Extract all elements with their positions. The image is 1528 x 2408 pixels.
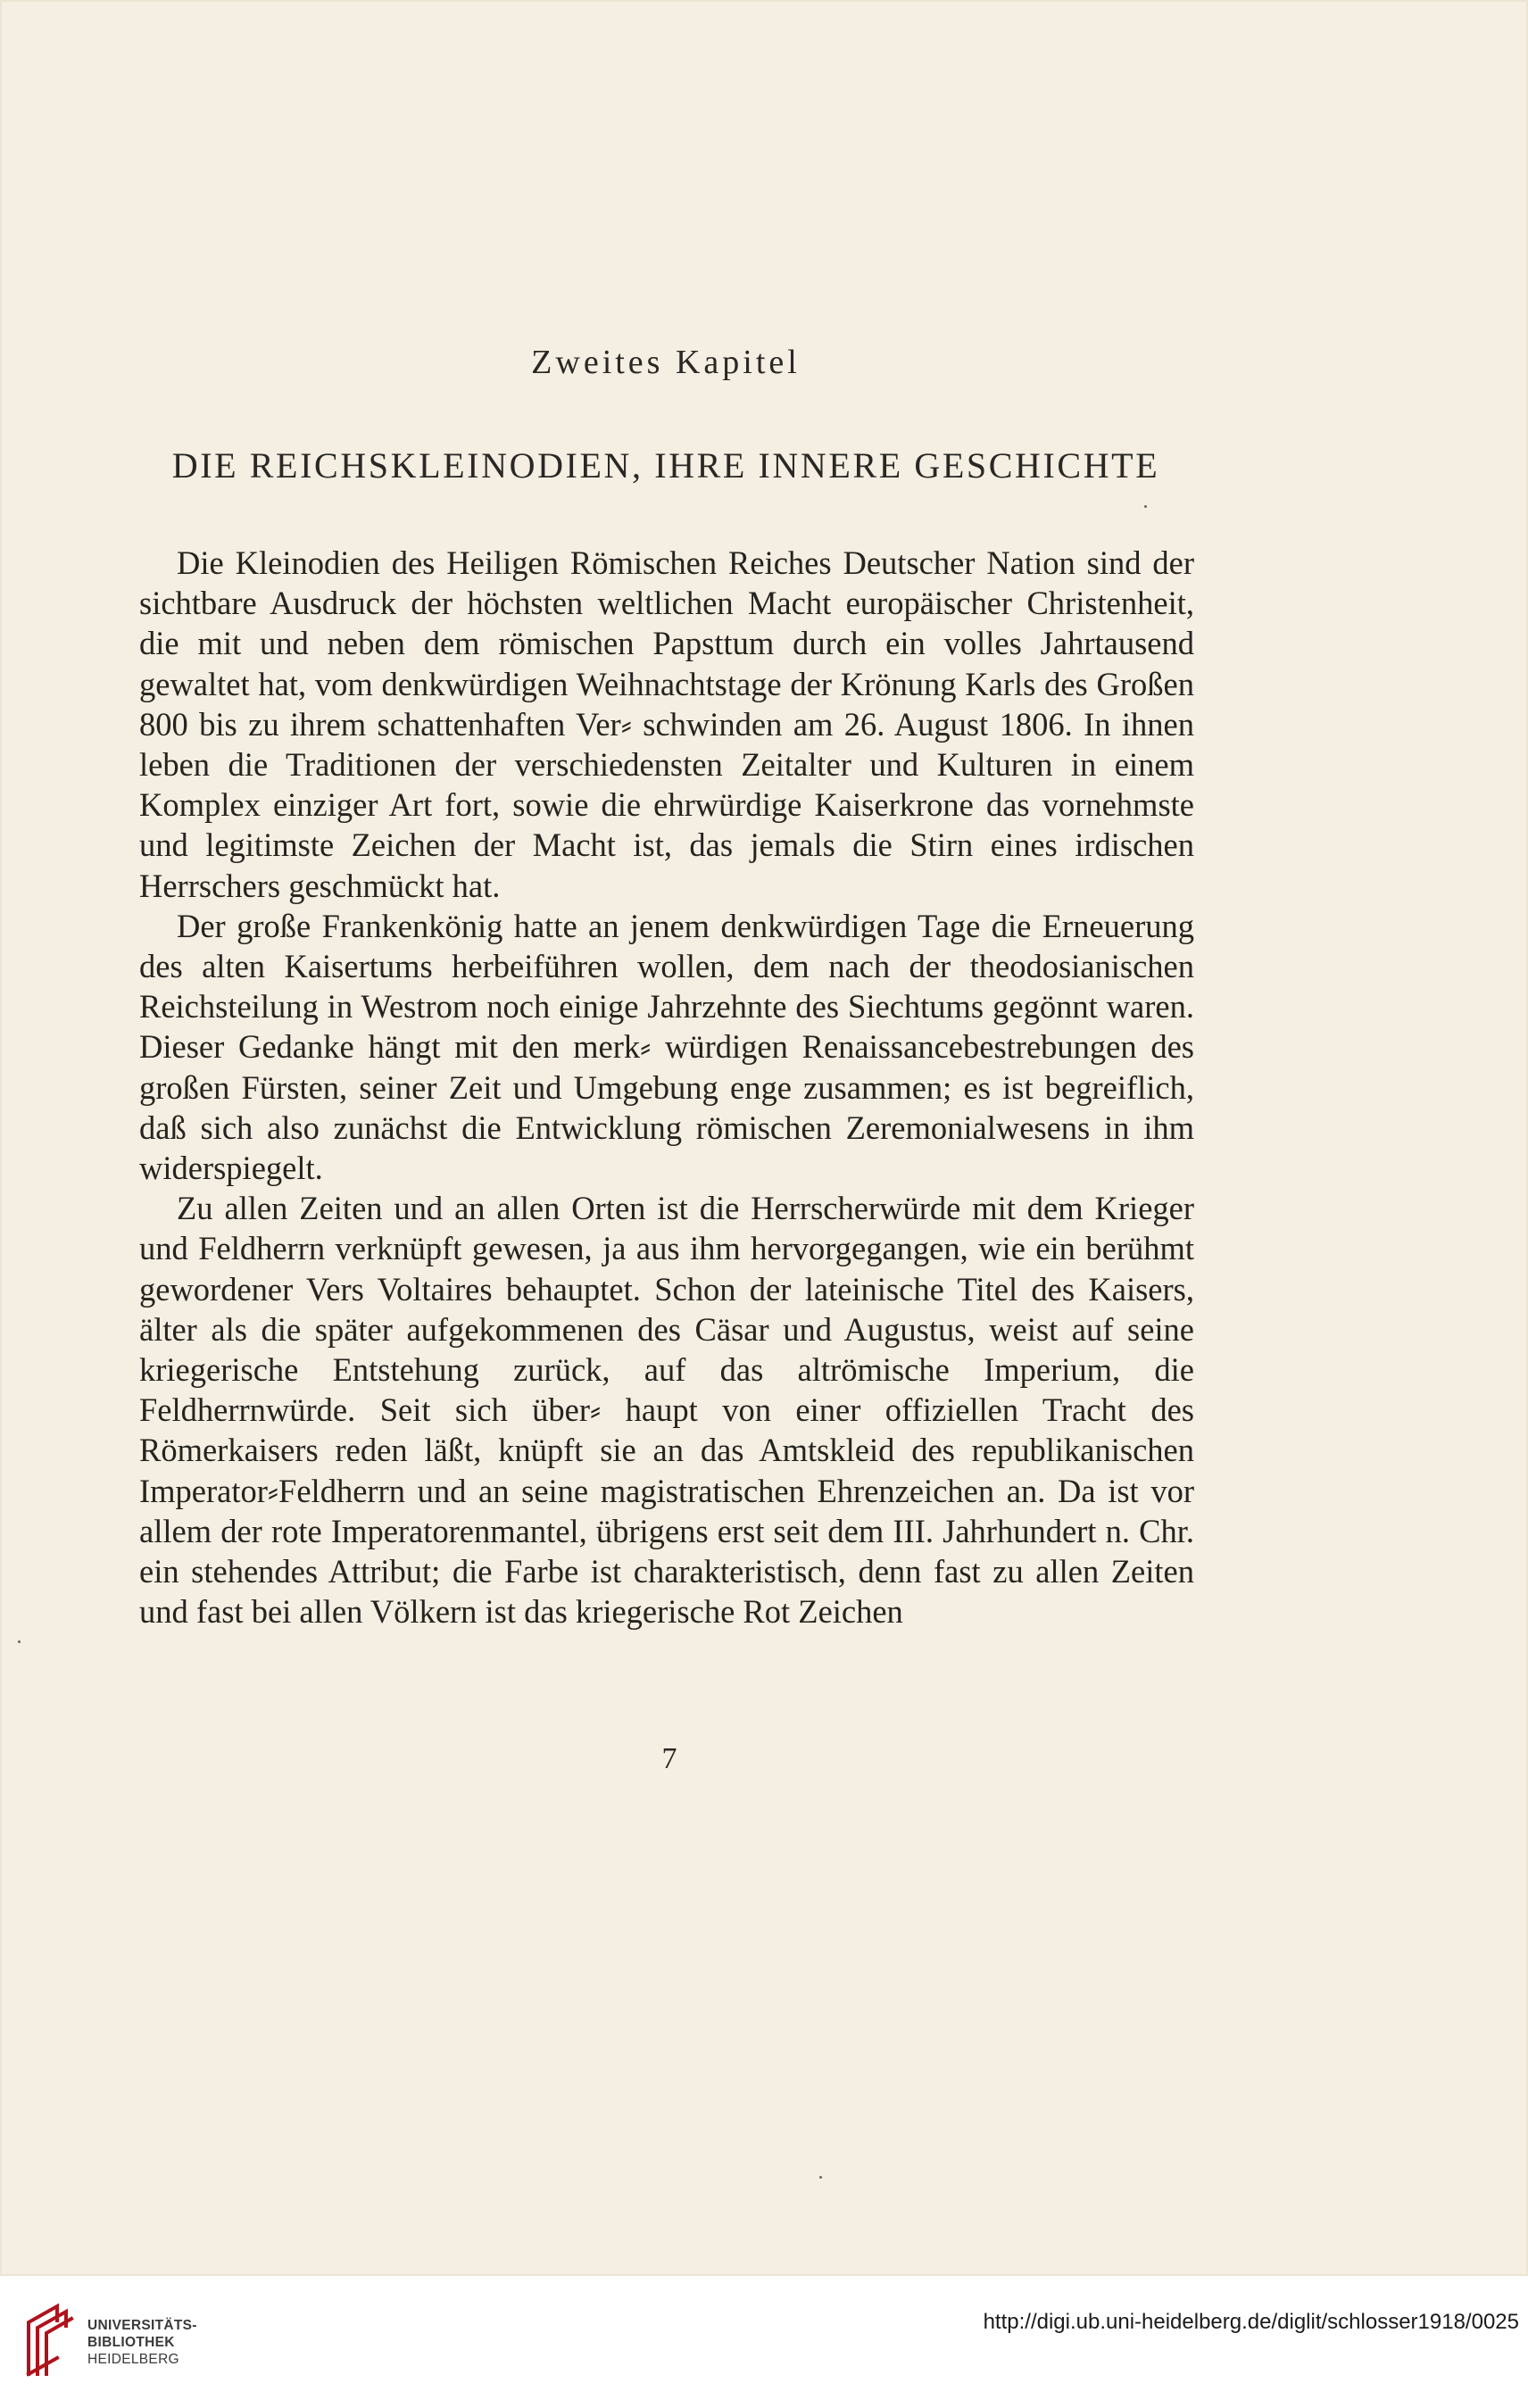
page-number: 7	[661, 1742, 677, 1775]
library-name-line: UNIVERSITÄTS-	[87, 2318, 197, 2333]
heidelberg-library-logo-icon	[21, 2303, 75, 2378]
paragraph: Zu allen Zeiten und an allen Orten ist die Herrscherwürde mit dem Krieger und Feldherrn verknüpft gewesen, ja aus ihm hervorgegangen, wie ein berühmt gewordener Vers Voltaires behauptet. Schon der lateinische Titel des Kaisers, älter als die später aufgekommenen des Cäsar und Augustus, weist auf seine kriegerische Entstehung zurück, auf das altrömische Imperium, die Feldherrnwürde. Seit sich über⸗ haupt von einer offiziellen Tracht des Römerkaisers reden läßt, knüpft sie an das Amtskleid des republikanischen Imperator⸗Feldherrn und an seine magistratischen Ehrenzeichen an. Da ist vor allem der rote Imperatorenmantel, übrigens erst seit dem III. Jahrhundert n. Chr. ein stehendes Attribut; die Farbe ist charakteristisch, denn fast zu allen Zeiten und fast bei allen Völkern ist das kriegerische Rot Zeichen	[139, 1190, 1194, 1631]
digitization-footer	[0, 2276, 1528, 2408]
ink-speck	[18, 1640, 21, 1643]
ink-speck	[819, 2176, 822, 2179]
library-name-line: BIBLIOTHEK	[87, 2335, 175, 2350]
source-url-link[interactable]: http://digi.ub.uni-heidelberg.de/diglit/schlosser1918/0025	[983, 2310, 1519, 2334]
body-text	[139, 543, 1194, 1632]
chapter-label: Zweites Kapitel	[531, 344, 801, 381]
paragraph: Der große Frankenkönig hatte an jenem denkwürdigen Tage die Erneuerung des alten Kaisertums herbeiführen wollen, dem nach der theodosianischen Reichsteilung in Westrom noch einige Jahrzehnte des Siechtums gegönnt waren. Dieser Gedanke hängt mit den merk⸗ würdigen Renaissancebestrebungen des großen Fürsten, seiner Zeit und Umgebung enge zusammen; es ist begreiflich, daß sich also zunächst die Entwicklung römischen Zeremonialwesens in ihm widerspiegelt.	[139, 907, 1194, 1187]
library-name-line: HEIDELBERG	[87, 2352, 179, 2367]
paragraph: Die Kleinodien des Heiligen Römischen Reiches Deutscher Nation sind der sichtbare Ausdruck der höchsten weltlichen Macht europäischer Christenheit, die mit und neben dem römischen Papsttum durch ein volles Jahrtausend gewaltet hat, vom denkwürdigen Weihnachtstage der Krönung Karls des Großen 800 bis zu ihrem schattenhaften Ver⸗ schwinden am 26. August 1806. In ihnen leben die Traditionen der verschiedensten Zeitalter und Kulturen in einem Komplex einziger Art fort, sowie die ehrwürdige Kaiserkrone das vornehmste und legitimste Zeichen der Macht ist, das jemals die Stirn eines irdischen Herrschers geschmückt hat.	[139, 544, 1194, 904]
ink-speck	[1144, 505, 1147, 508]
library-name	[87, 2317, 197, 2368]
chapter-title: DIE REICHSKLEINODIEN, IHRE INNERE GESCHICHTE	[171, 445, 1160, 486]
